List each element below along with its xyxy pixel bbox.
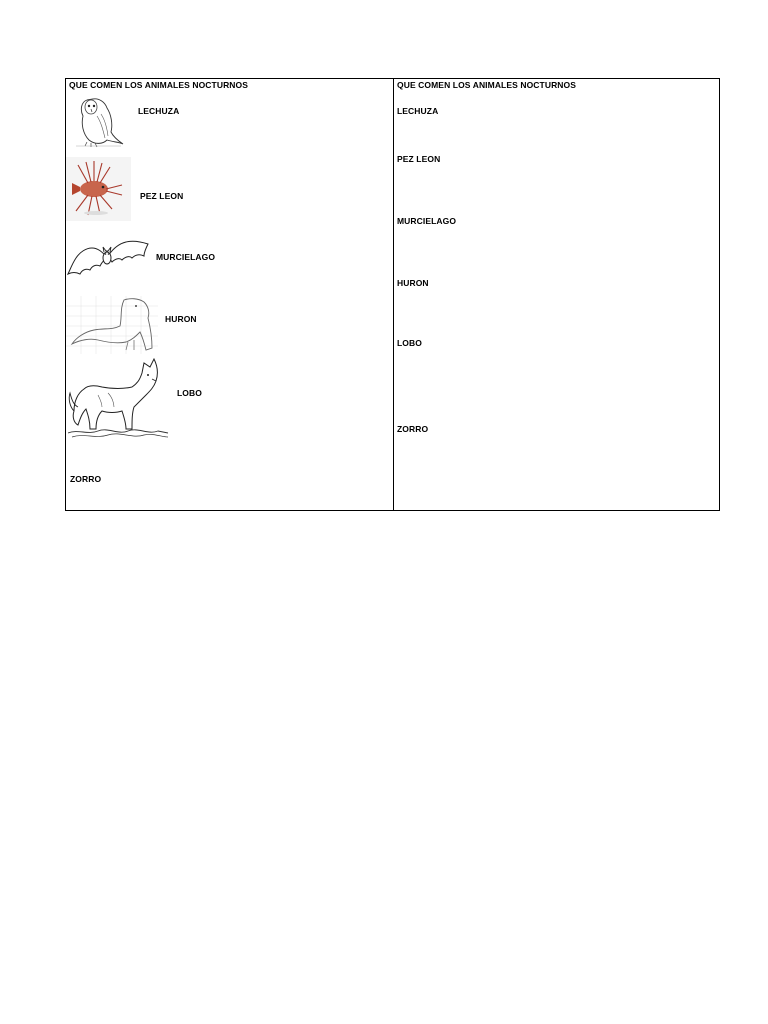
owl-icon: [71, 96, 125, 148]
left-animal-label: ZORRO: [70, 474, 102, 484]
column-divider: [393, 79, 394, 510]
left-animal-label: MURCIELAGO: [156, 252, 216, 262]
lionfish-icon: [66, 157, 131, 221]
left-animal-label: PEZ LEON: [140, 191, 184, 201]
left-column-header: QUE COMEN LOS ANIMALES NOCTURNOS: [69, 80, 249, 90]
right-animal-label: MURCIELAGO: [397, 216, 457, 226]
right-animal-label: LECHUZA: [397, 106, 439, 116]
right-animal-label: LOBO: [397, 338, 422, 348]
left-animal-label: HURON: [165, 314, 197, 324]
right-animal-label: PEZ LEON: [397, 154, 441, 164]
right-animal-label: HURON: [397, 278, 429, 288]
bat-icon: [66, 222, 150, 288]
ferret-icon: [66, 296, 158, 354]
right-column-header: QUE COMEN LOS ANIMALES NOCTURNOS: [397, 80, 577, 90]
left-animal-label: LOBO: [177, 388, 202, 398]
wolf-icon: [68, 357, 170, 439]
right-animal-label: ZORRO: [397, 424, 429, 434]
left-animal-label: LECHUZA: [138, 106, 180, 116]
worksheet-table: [65, 78, 720, 511]
